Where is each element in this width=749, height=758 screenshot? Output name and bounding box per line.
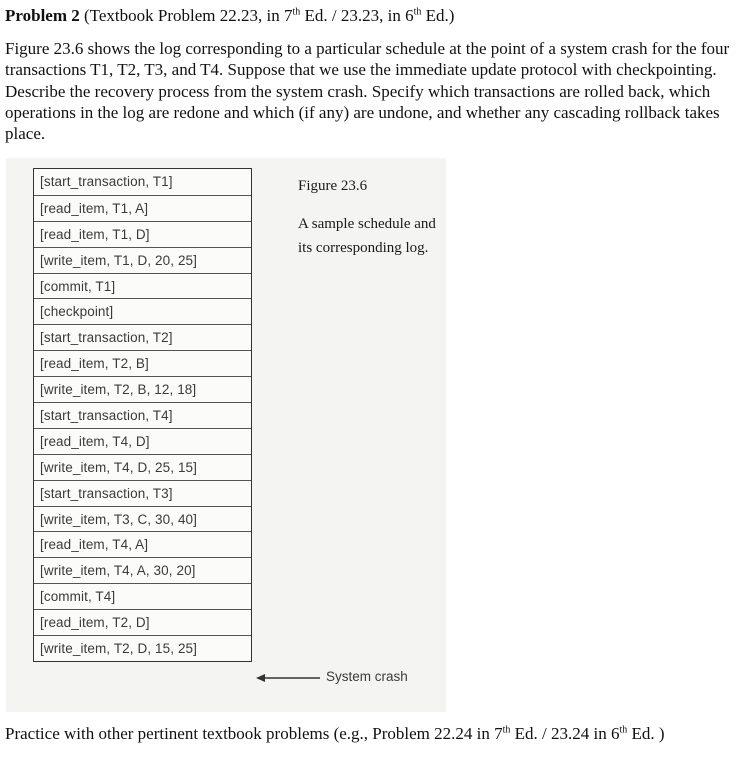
log-entry: [start_transaction, T2]: [34, 324, 251, 350]
footer-sup-1: th: [502, 724, 511, 736]
log-entry: [commit, T4]: [34, 583, 251, 609]
log-entry: [read_item, T4, D]: [34, 428, 251, 454]
log-entry: [read_item, T2, D]: [34, 609, 251, 635]
footer-sup-2: th: [619, 724, 628, 736]
log-entry: [read_item, T1, A]: [34, 195, 251, 221]
log-entry: [read_item, T2, B]: [34, 350, 251, 376]
system-crash-label: System crash: [326, 669, 408, 684]
log-entry: [read_item, T4, A]: [34, 531, 251, 557]
footer-mid: Ed. / 23.24 in 6: [510, 724, 620, 743]
figure-title: Figure 23.6: [298, 178, 368, 194]
figure-caption: A sample schedule and its corresponding log.: [298, 216, 436, 256]
figure-23-6: [6, 158, 446, 712]
practice-note: [5, 724, 665, 744]
log-table: [33, 168, 252, 662]
footer-suffix: Ed. ): [627, 724, 665, 743]
log-entry: [start_transaction, T3]: [34, 480, 251, 506]
log-entry: [write_item, T4, D, 25, 15]: [34, 454, 251, 480]
log-entry: [write_item, T2, B, 12, 18]: [34, 376, 251, 402]
problem-title: Problem 2: [5, 6, 80, 25]
source-sup-2: th: [413, 6, 422, 18]
log-entry: [write_item, T2, D, 15, 25]: [34, 635, 251, 661]
log-entry: [write_item, T1, D, 20, 25]: [34, 247, 251, 273]
source-sup-1: th: [292, 6, 301, 18]
log-entry: [commit, T1]: [34, 273, 251, 299]
log-entry: [start_transaction, T1]: [40, 174, 173, 189]
log-entry: [checkpoint]: [34, 298, 251, 324]
log-entry: [write_item, T3, C, 30, 40]: [34, 506, 251, 532]
problem-description: Figure 23.6 shows the log corresponding to a particular schedule at the point of a system crash for the four transactions T1, T2, T3, and T4. Suppose that we use the immediate update protocol with checkpointing. Describe the recovery process from the system crash. Specify which transactions are rolled back, which operations in the log are redone and which (if any) are undone, and whether any cascading rollback takes place.: [5, 39, 730, 144]
footer-prefix: Practice with other pertinent textbook problems (e.g., Problem 22.24 in 7: [5, 724, 503, 743]
log-entry: [write_item, T4, A, 30, 20]: [34, 557, 251, 583]
source-prefix: (Textbook Problem 22.23, in 7: [79, 6, 293, 25]
log-entry: [start_transaction, T4]: [34, 402, 251, 428]
problem-heading: [5, 6, 454, 26]
source-suffix: Ed.): [421, 6, 455, 25]
source-mid: Ed. / 23.23, in 6: [300, 6, 414, 25]
crash-arrow-icon: [256, 672, 322, 684]
log-entry: [read_item, T1, D]: [34, 221, 251, 247]
